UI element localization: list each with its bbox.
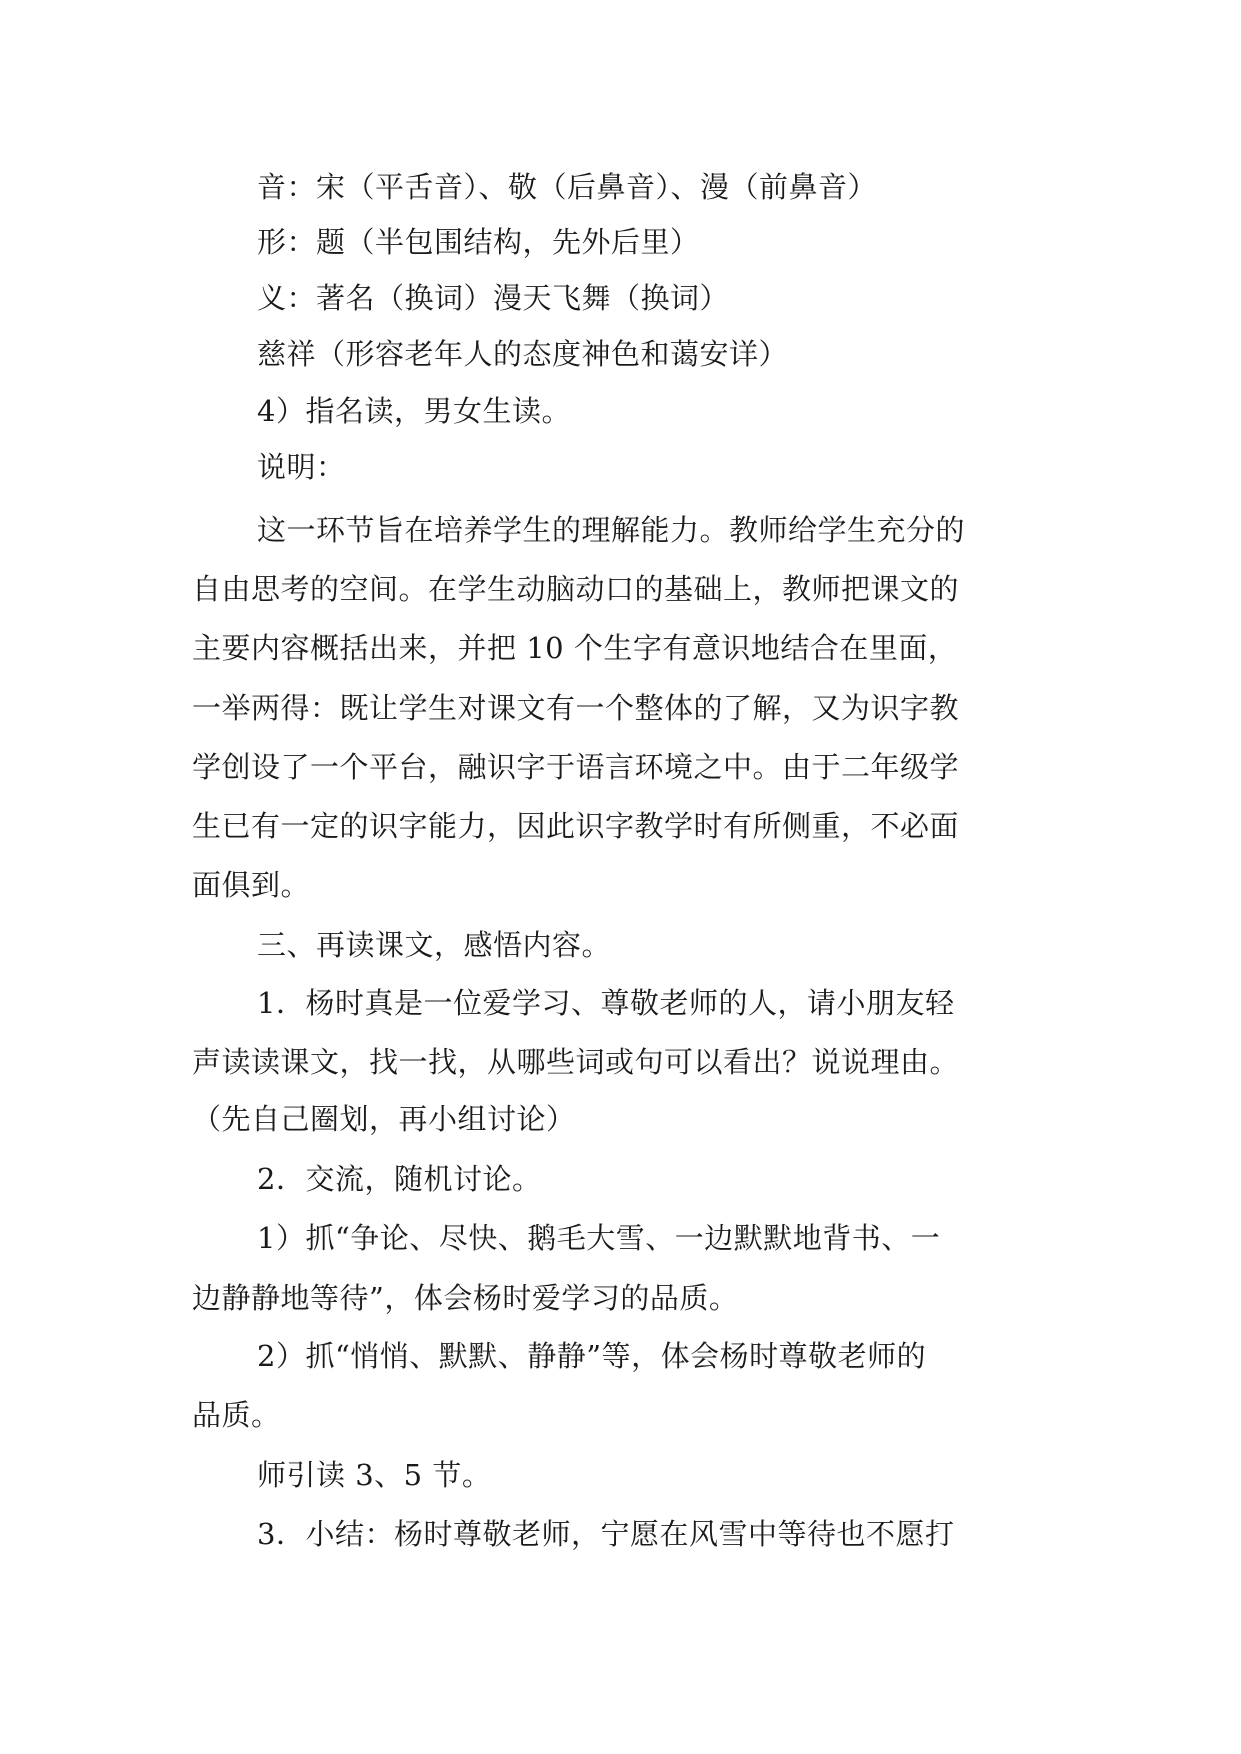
text-line-note-heading: 说明：: [257, 450, 346, 484]
paragraph-note-line-5: 学创设了一个平台，融识字于语言环境之中。由于二年级学: [192, 750, 960, 784]
item-1-line-1: 1．杨时真是一位爱学习、尊敬老师的人，请小朋友轻: [257, 986, 955, 1020]
paragraph-note-line-1: 这一环节旨在培养学生的理解能力。教师给学生充分的: [257, 513, 966, 547]
section-heading-reread: 三、再读课文，感悟内容。: [257, 928, 612, 962]
paragraph-note-line-7: 面俱到。: [192, 868, 311, 902]
item-1-line-2: 声读读课文，找一找，从哪些词或句可以看出？说说理由。: [192, 1045, 960, 1079]
subitem-2-line-2: 品质。: [192, 1398, 281, 1432]
text-line-guided-reading: 师引读 3、5 节。: [257, 1458, 492, 1492]
item-2-line: 2．交流，随机讨论。: [257, 1162, 542, 1196]
text-line-cixiang: 慈祥（形容老年人的态度神色和蔼安详）: [257, 337, 789, 371]
subitem-2-line-1: 2）抓“悄悄、默默、静静”等，体会杨时尊敬老师的: [257, 1339, 927, 1373]
paragraph-note-line-6: 生已有一定的识字能力，因此识字教学时有所侧重，不必面: [192, 809, 960, 843]
item-3-line-1: 3．小结：杨时尊敬老师，宁愿在风雪中等待也不愿打: [257, 1517, 955, 1551]
item-1-line-3: （先自己圈划，再小组讨论）: [192, 1102, 576, 1136]
paragraph-note-line-2: 自由思考的空间。在学生动脑动口的基础上，教师把课文的: [192, 572, 960, 606]
subitem-1-line-1: 1）抓“争论、尽快、鹅毛大雪、一边默默地背书、一: [257, 1221, 941, 1255]
text-line-pronunciation: 音：宋（平舌音）、敬（后鼻音）、漫（前鼻音）: [257, 170, 878, 204]
paragraph-note-line-4: 一举两得：既让学生对课文有一个整体的了解，又为识字教: [192, 691, 960, 725]
text-line-reading: 4）指名读，男女生读。: [257, 394, 571, 428]
paragraph-note-line-3: 主要内容概括出来，并把 10 个生字有意识地结合在里面，: [192, 631, 958, 665]
text-line-form: 形：题（半包围结构，先外后里）: [257, 225, 700, 259]
subitem-1-line-2: 边静静地等待”，体会杨时爱学习的品质。: [192, 1281, 739, 1315]
text-line-meaning: 义：著名（换词）漫天飞舞（换词）: [257, 281, 730, 315]
